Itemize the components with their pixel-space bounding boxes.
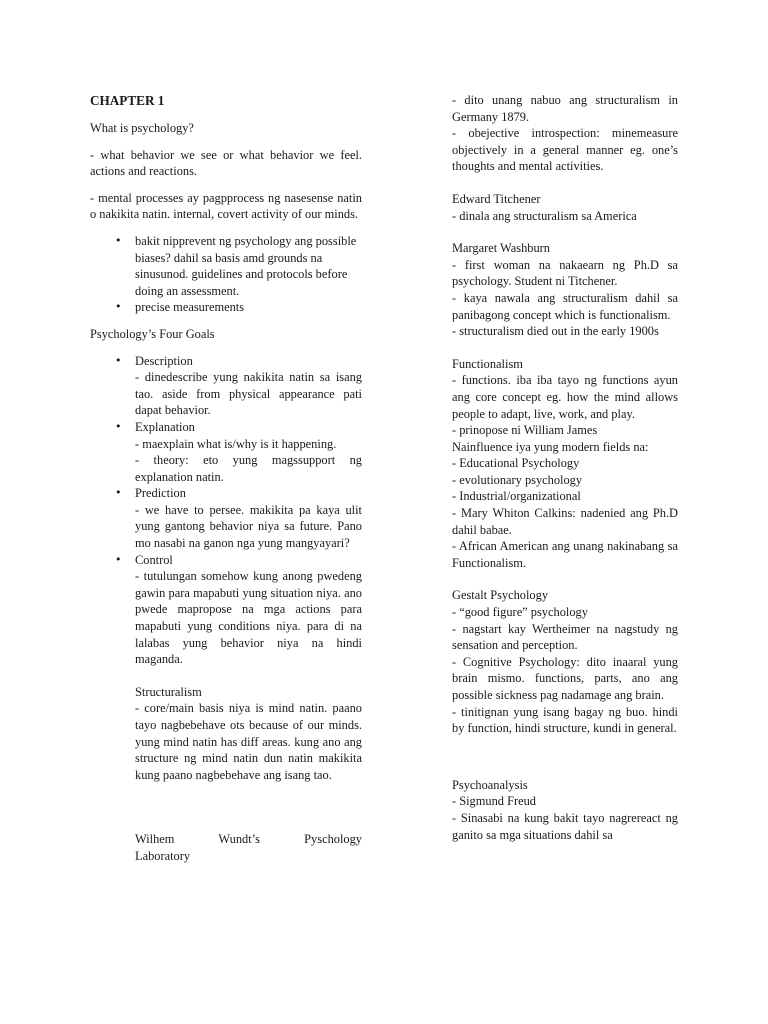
goal-prediction [90, 485, 362, 551]
washburn-point: - kaya nawala ang structuralism dahil sa panibagong concept which is functionalism. [452, 290, 678, 322]
structuralism-text: - core/main basis niya is mind natin. paano tayo nagbebehave ots because of our minds. yung mind natin has diff areas. kung ano ang structure ng mind natin dun natin makikita kung paano nagbebehave ang isang tao. [135, 701, 362, 782]
wundt-point: - dito unang nabuo ang structuralism in Germany 1879. [452, 93, 678, 124]
wundt-lab-line2: Laboratory [135, 848, 191, 863]
functionalism-point: - Educational Psychology [452, 456, 580, 471]
goal-text: - theory: eto yung magssupport ng explanation natin. [135, 453, 362, 484]
structuralism-section [90, 684, 362, 784]
chapter-heading: CHAPTER 1 [90, 93, 165, 108]
functionalism-point: - Industrial/organizational [452, 489, 581, 504]
list-item: • bakit nipprevent ng psychology ang possible biases? dahil sa basis amd grounds na sinusunod. guidelines and protocols before doing an assessment. [90, 233, 362, 299]
list-item: • precise measurements [90, 299, 362, 316]
definition-mental-processes: - mental processes ay pagpprocess ng nasesense natin o nakikita natin. internal, covert activity of our minds. [90, 190, 362, 222]
question-text: What is psychology? [90, 121, 194, 135]
right-column [452, 92, 678, 843]
structuralism-title: Structuralism [135, 684, 202, 699]
psychoanalysis-point: - Sigmund Freud [452, 794, 536, 809]
goal-description [90, 353, 362, 419]
wundt-lab-line1: Wilhem Wundt’s Pyschology [135, 832, 362, 847]
goal-title: • Control [135, 552, 173, 567]
functionalism-point: - African American ang unang nakinabang sa Functionalism. [452, 539, 678, 570]
definition-behavior: - what behavior we see or what behavior we feel. actions and reactions. [90, 147, 362, 179]
bullet-list [90, 233, 362, 316]
goals-heading: Psychology’s Four Goals [90, 326, 215, 341]
gestalt-title: Gestalt Psychology [452, 588, 549, 603]
goal-control [90, 552, 362, 668]
psychoanalysis-title: Psychoanalysis [452, 777, 528, 792]
goal-text: - we have to persee. makikita pa kaya ulit yung gantong behavior niya sa future. Pano mo nasabi na ganon nga yung mangyayari? [135, 502, 362, 551]
goal-explanation [90, 419, 362, 485]
wundt-point: - obejective introspection: minemeasure objectively in a general manner eg. one’s thoughts and mental activities. [452, 126, 678, 174]
goals-list [90, 353, 362, 668]
goal-title: • Description [135, 353, 193, 368]
functionalism-point: - Mary Whiton Calkins: nadenied ang Ph.D dahil babae. [452, 506, 678, 537]
titchener-text: - dinala ang structuralism sa America [452, 208, 637, 223]
goal-title: • Prediction [135, 486, 186, 501]
gestalt-point: - tinitignan yung isang bagay ng buo. hindi by function, hindi structure, kundi in general. [452, 704, 678, 736]
functionalism-title: Functionalism [452, 356, 523, 371]
goal-text: - tutulungan somehow kung anong pwedeng gawin para mapabuti yung situation niya. ano pwede mapropose na mga actions para mapabuti yung conditions niya. para di na lalabas yung behavior niya na hindi maganda. [135, 569, 362, 667]
functionalism-point: - functions. iba iba tayo ng functions ayun ang core concept eg. how the mind allows people to adapt, live, work, and play. [452, 373, 678, 421]
titchener-title: Edward Titchener [452, 191, 541, 206]
washburn-point: - structuralism died out in the early 1900s [452, 324, 659, 339]
goal-text: - maexplain what is/why is it happening. [135, 436, 337, 451]
left-column [90, 92, 362, 865]
gestalt-point: - nagstart kay Wertheimer na nagstudy ng sensation and perception. [452, 621, 678, 653]
goal-text: - dinedescribe yung nakikita natin sa isang tao. aside from physical appearance pati dapat behavior. [135, 370, 362, 418]
gestalt-point: - “good figure” psychology [452, 605, 588, 620]
wundt-lab-heading [90, 831, 362, 864]
functionalism-point: - evolutionary psychology [452, 472, 583, 487]
goal-title: • Explanation [135, 419, 195, 434]
washburn-title: Margaret Washburn [452, 241, 550, 256]
psychoanalysis-point: - Sinasabi na kung bakit tayo nagrereact ng ganito sa mga situations dahil sa [452, 810, 678, 842]
functionalism-point: Nainfluence iya yung modern fields na: [452, 439, 649, 454]
gestalt-point: - Cognitive Psychology: dito inaaral yung brain mismo. functions, parts, ano ang possible sickness pag nadamage ang brain. [452, 654, 678, 702]
washburn-point: - first woman na nakaearn ng Ph.D sa psychology. Student ni Titchener. [452, 257, 678, 289]
functionalism-point: - prinopose ni William James [452, 423, 598, 438]
